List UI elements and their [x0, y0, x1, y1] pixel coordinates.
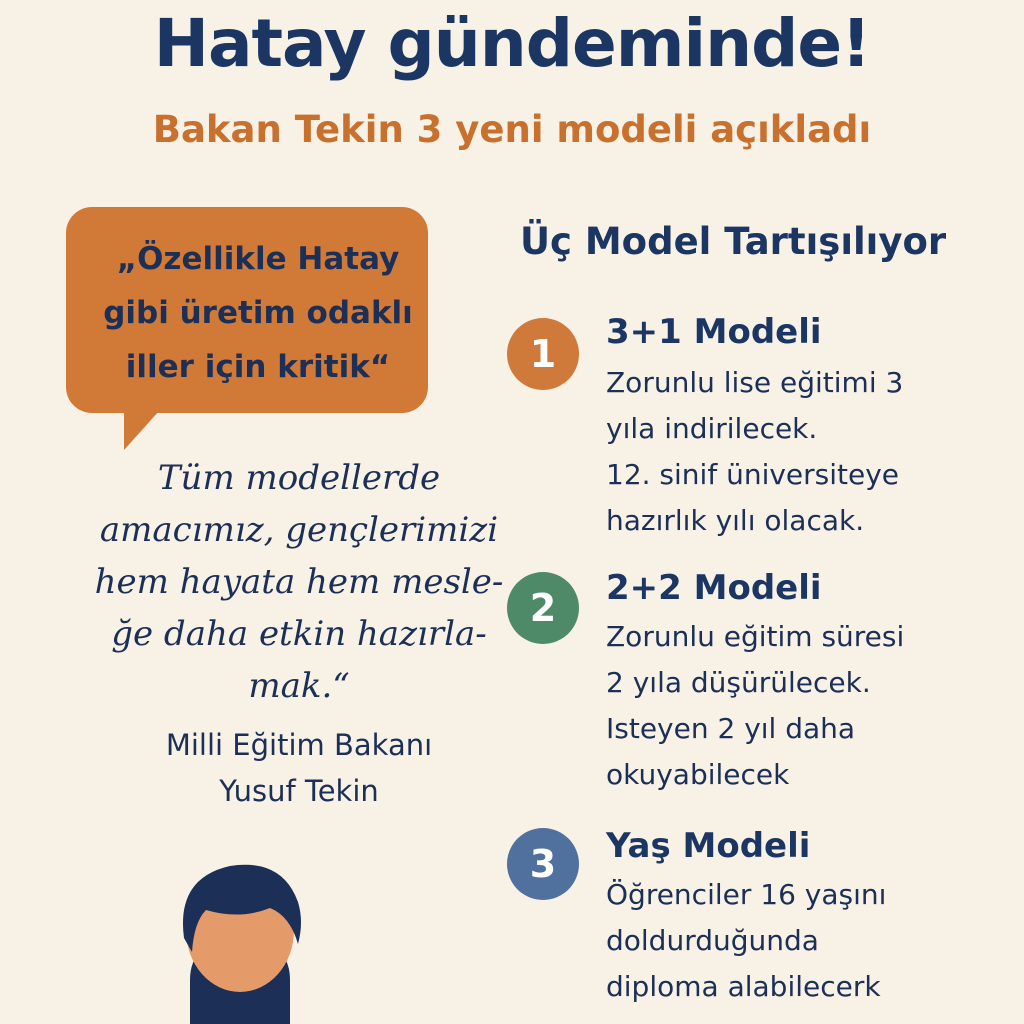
model-description-line: doldurduğunda	[606, 924, 819, 957]
quote-line: hem hayata hem mesle-	[94, 562, 504, 602]
author-name: Yusuf Tekin	[219, 774, 379, 808]
model-description-line: 2 yıla düşürülecek.	[606, 666, 871, 699]
speech-bubble-quote: „Özellikle Hatay gibi üretim odaklı iller için kritik“	[103, 241, 413, 385]
quote-line: ğe daha etkin hazırla-	[111, 614, 487, 654]
page-subtitle: Bakan Tekin 3 yeni modeli açıkladı	[152, 108, 872, 151]
quote-author	[80, 722, 518, 814]
model-description	[606, 872, 1006, 1010]
model-description-line: hazırlık yılı olacak.	[606, 504, 865, 537]
speech-bubble-tail	[124, 410, 160, 450]
model-title: 2+2 Modeli	[606, 568, 822, 608]
model-description-line: yıla indirilecek.	[606, 412, 818, 445]
author-role: Milli Eğitim Bakanı	[165, 728, 433, 762]
quote-line: mak.“	[248, 666, 350, 706]
model-number-badge: 1	[507, 318, 579, 390]
model-description-line: Zorunlu lise eğitimi 3	[606, 366, 904, 399]
model-number-badge: 2	[507, 572, 579, 644]
model-description-line: Öğrenciler 16 yaşını	[606, 878, 887, 911]
model-description	[606, 360, 1006, 544]
quote-line: Tüm modellerde	[157, 458, 441, 498]
model-description-line: okuyabilecek	[606, 758, 790, 791]
quote-line: amacımız, gençlerimizi	[99, 510, 499, 550]
model-description	[606, 614, 1006, 798]
model-description-line: Zorunlu eğitim süresi	[606, 620, 905, 653]
model-title: Yaş Modeli	[606, 826, 811, 866]
minister-quote	[80, 452, 518, 712]
model-description-line: Isteyen 2 yıl daha	[606, 712, 856, 745]
model-number-badge: 3	[507, 828, 579, 900]
page-title: Hatay gündeminde!	[153, 5, 871, 82]
section-title: Üç Model Tartışılıyor	[520, 220, 947, 263]
person-illustration-icon	[150, 860, 330, 1024]
model-description-line: diploma alabilecerk	[606, 970, 881, 1003]
model-description-line: 12. sinif üniversiteye	[606, 458, 900, 491]
model-title: 3+1 Modeli	[606, 312, 822, 352]
